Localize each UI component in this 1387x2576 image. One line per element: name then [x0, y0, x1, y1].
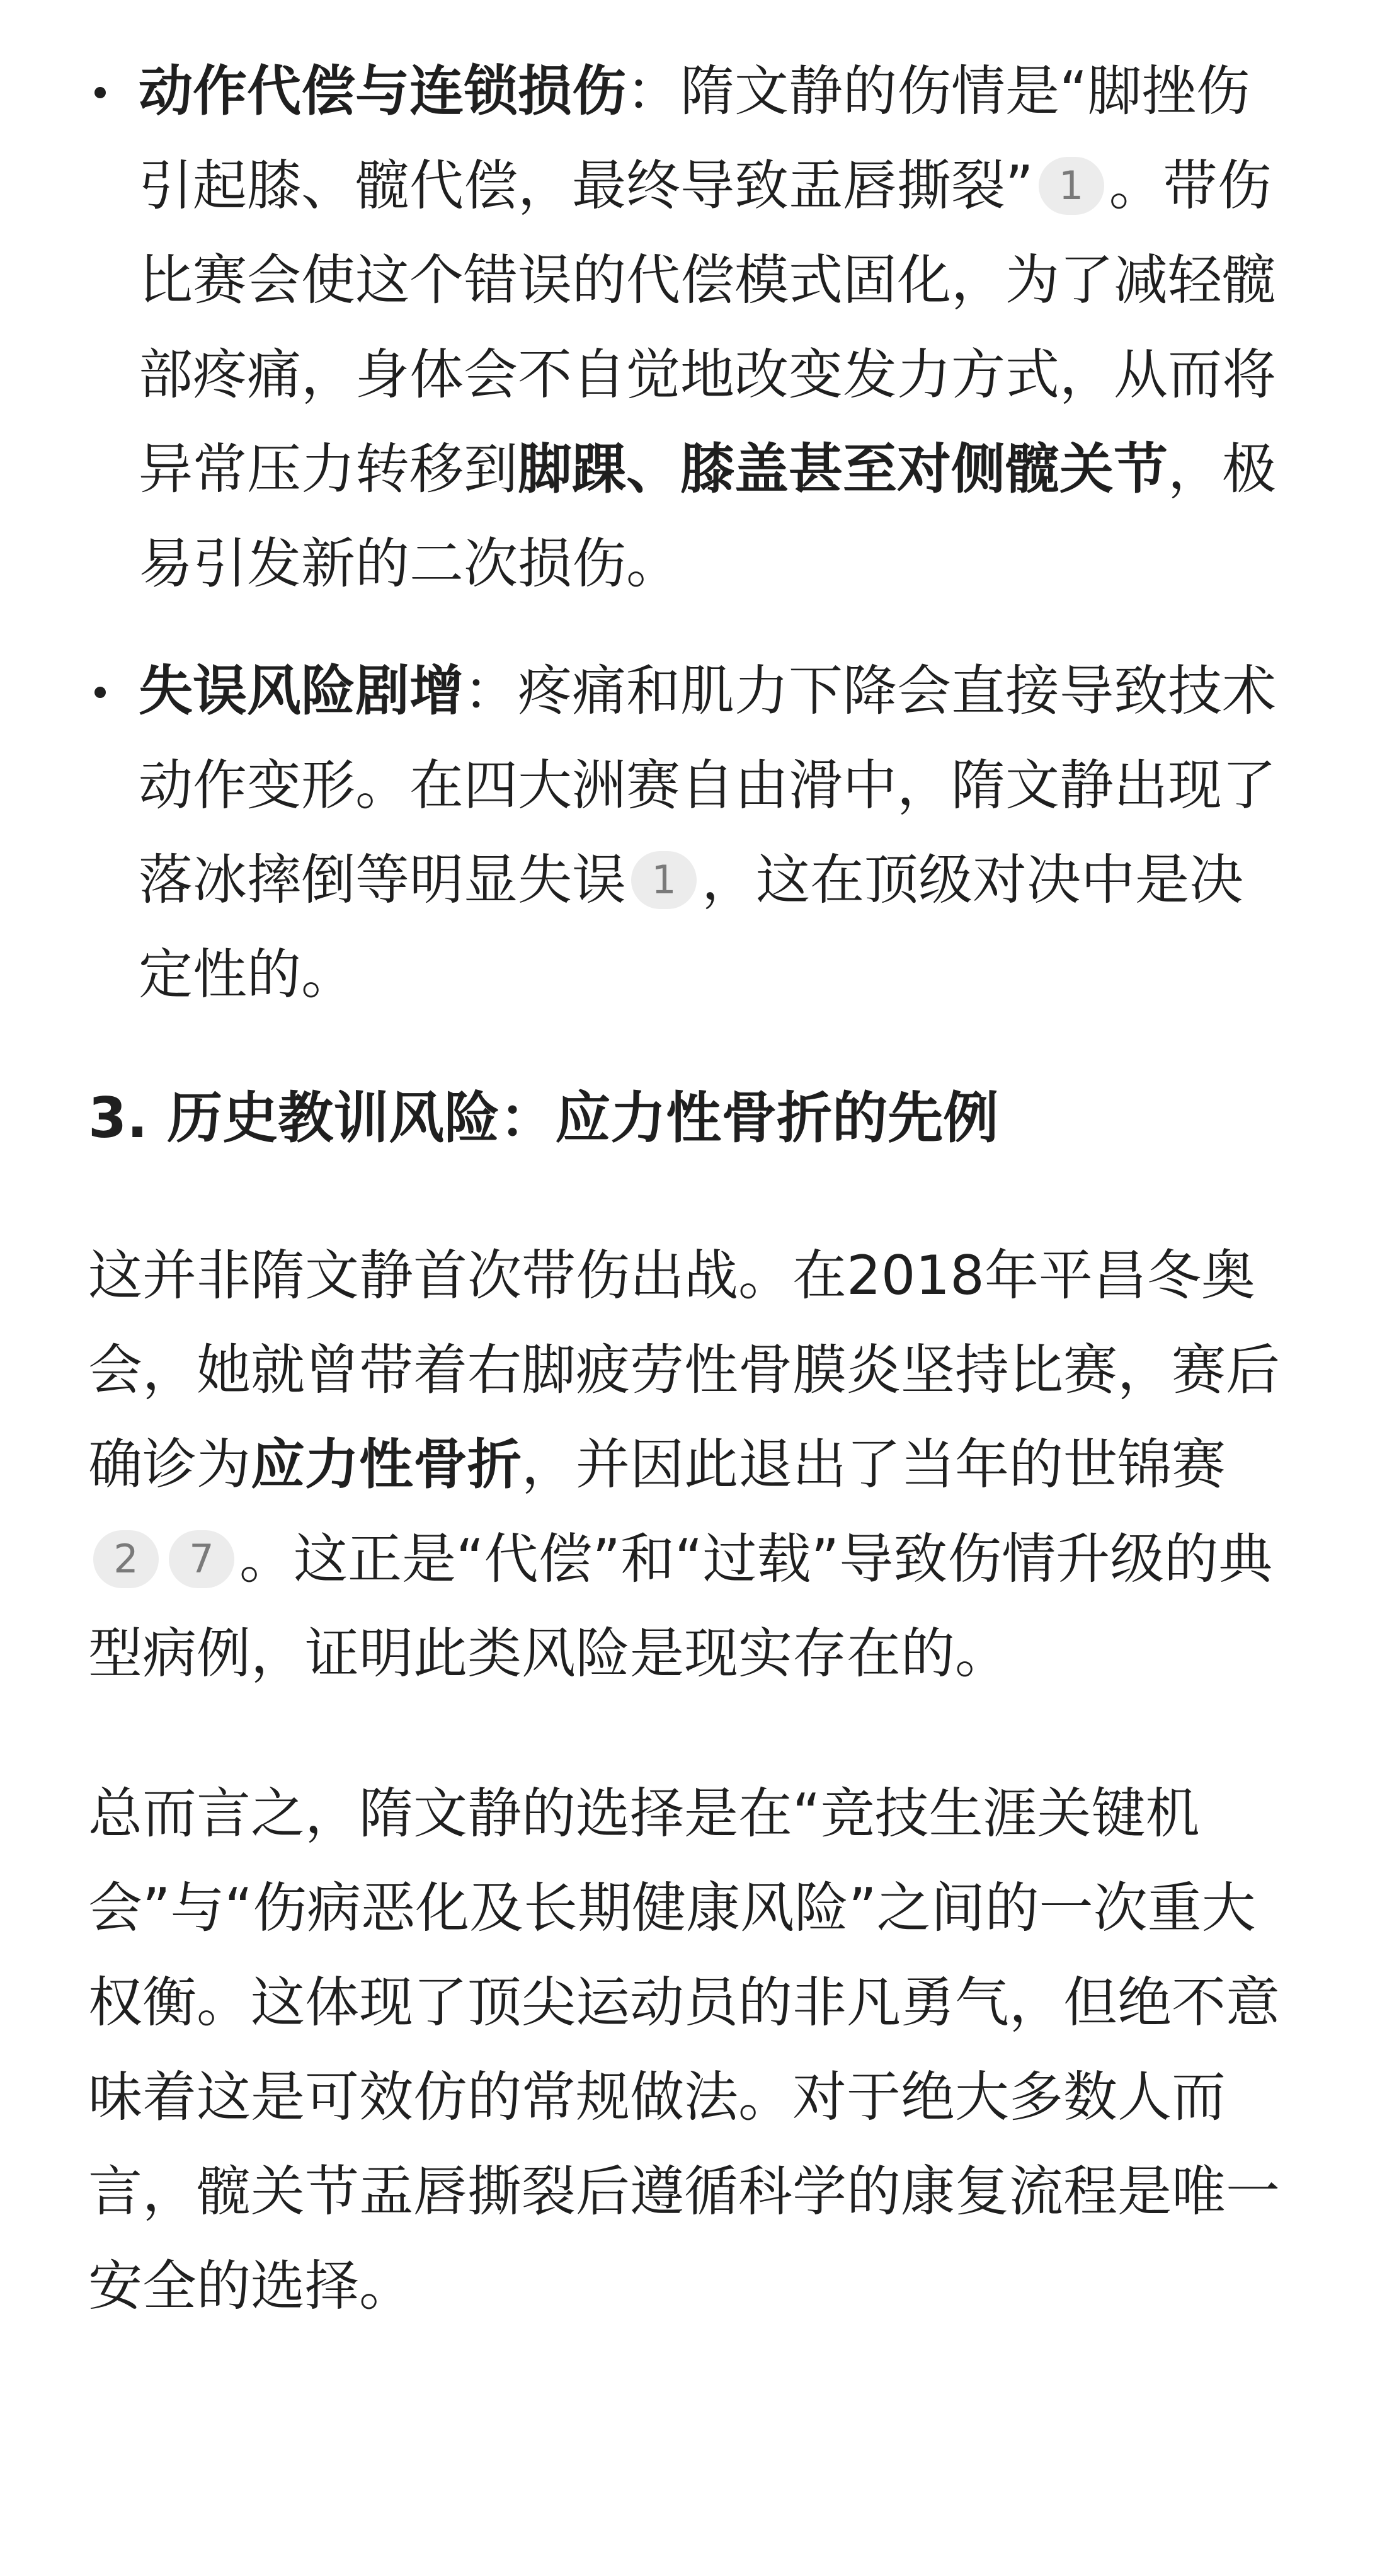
bullet-text: 隋文静的伤情是“脚挫伤引起膝、髋代偿，最终导致盂唇撕裂” — [139, 60, 1250, 217]
bullet-title: 动作代偿与连锁损伤 — [139, 60, 626, 123]
bullet-text: ，极易引发新的二次损伤。 — [139, 438, 1276, 595]
paragraph-summary: 总而言之，隋文静的选择是在“竞技生涯关键机会”与“伤病恶化及长期健康风险”之间的一次重大权衡。这体现了顶尖运动员的非凡勇气，但绝不意味着这是可效仿的常规做法。对于绝大多数人而言，髋关节盂唇撕裂后遵循科学的康复流程是唯一安全的选择。 — [88, 1782, 1280, 2318]
citation-badge[interactable]: 7 — [169, 1530, 234, 1588]
section-heading: 3. 历史教训风险：应力性骨折的先例 — [88, 1085, 999, 1150]
bullet-text: 。带伤比赛会使这个错误的代偿模式固化，为了减轻髋部疼痛，身体会不自觉地改变发力方式，从而将异常压力转移到 — [139, 154, 1276, 501]
citation-badge[interactable]: 1 — [631, 851, 697, 909]
bullet-title: 失误风险剧增 — [139, 660, 464, 723]
bullet-separator: ： — [464, 660, 518, 723]
citation-badge[interactable]: 2 — [93, 1530, 159, 1588]
paragraph-text: ，并因此退出了当年的世锦赛 — [522, 1433, 1226, 1496]
citation-badge[interactable]: 1 — [1039, 157, 1104, 215]
paragraph-text: 。这正是“代偿”和“过载”导致伤情升级的典型病例，证明此类风险是现实存在的。 — [88, 1528, 1273, 1685]
bullet-text: 疼痛和肌力下降会直接导致技术动作变形。在四大洲赛自由滑中，隋文静出现了落冰摔倒等明显失误 — [139, 660, 1276, 912]
bullet-separator: ： — [626, 60, 680, 123]
paragraph-emphasis: 应力性骨折 — [251, 1433, 522, 1496]
bullet-item-compensation — [88, 44, 1286, 611]
bullet-item-error-risk — [88, 644, 1286, 1022]
bullet-list — [88, 44, 1286, 1022]
paragraph-history — [88, 1228, 1286, 1701]
bullet-emphasis: 脚踝、膝盖甚至对侧髋关节 — [518, 438, 1168, 501]
paragraph-text: 这并非隋文静首次带伤出战。在2018年平昌冬奥会，她就曾带着右脚疲劳性骨膜炎坚持比赛，赛后确诊为 — [88, 1244, 1280, 1496]
bullet-text: ，这在顶级对决中是决定性的。 — [139, 849, 1243, 1006]
